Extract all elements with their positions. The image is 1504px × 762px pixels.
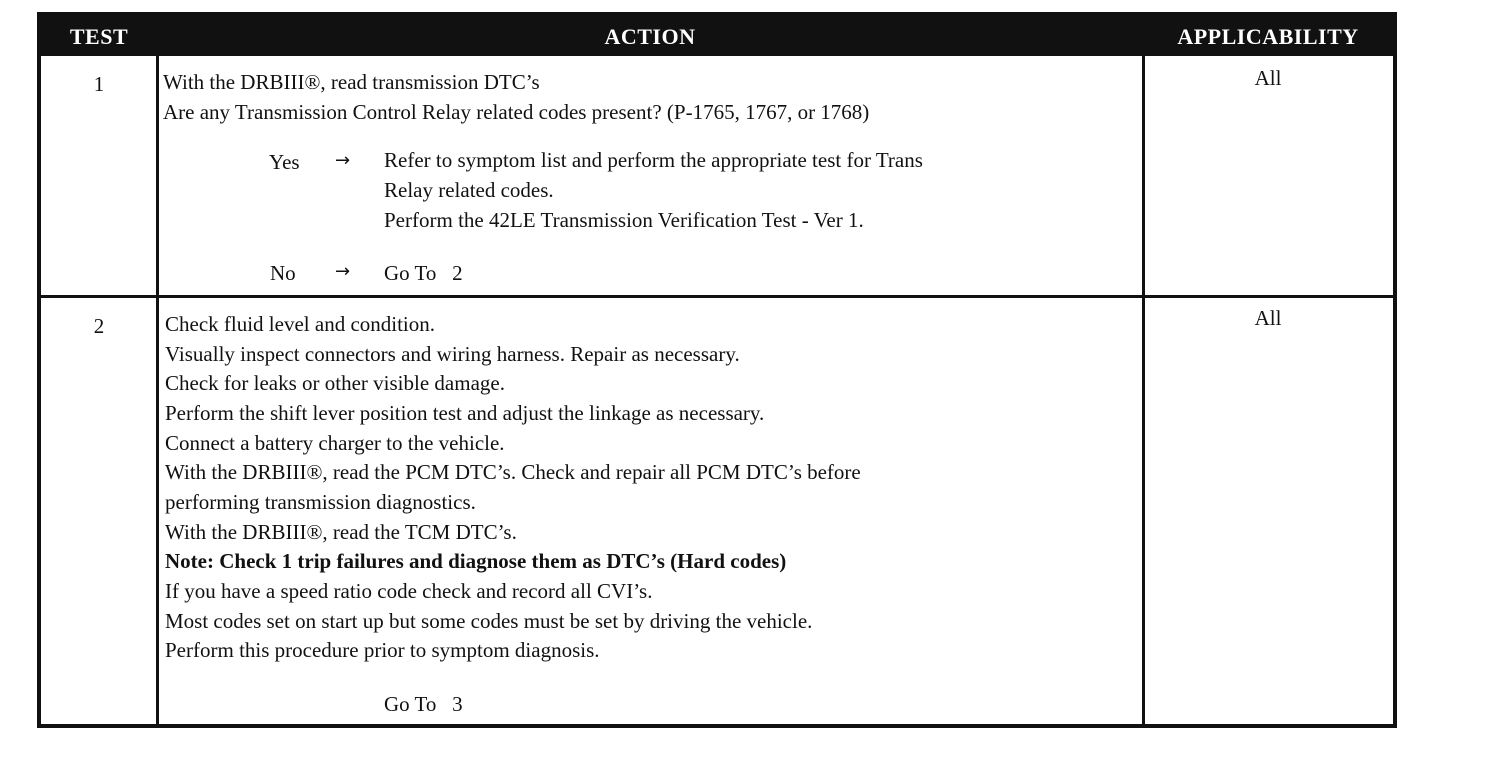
action-line bbox=[163, 68, 540, 98]
yes-label: Yes bbox=[269, 150, 300, 174]
right-arrow-icon: → bbox=[335, 261, 351, 282]
yes-result-line: Perform the 42LE Transmission Verification Test - Ver 1. bbox=[384, 208, 864, 232]
row-divider bbox=[41, 295, 1393, 298]
action-line: Connect a battery charger to the vehicle. bbox=[165, 431, 505, 455]
column-divider bbox=[156, 56, 159, 728]
goto-result: Go To 3 bbox=[384, 692, 463, 716]
action-line: Perform this procedure prior to symptom diagnosis. bbox=[165, 638, 600, 662]
action-line-text: Are any Transmission Control Relay related codes present? (P-1765, 1767, or 1768) bbox=[163, 100, 870, 124]
yes-result-line: Relay related codes. bbox=[384, 178, 554, 202]
test-number: 1 bbox=[93, 72, 105, 96]
action-line: Visually inspect connectors and wiring harness. Repair as necessary. bbox=[165, 342, 740, 366]
applicability-value: All bbox=[1254, 66, 1282, 90]
diagnostic-table bbox=[37, 12, 1397, 728]
header-test: TEST bbox=[69, 24, 129, 49]
action-line bbox=[163, 98, 869, 128]
column-divider bbox=[1142, 56, 1145, 728]
action-line: Check for leaks or other visible damage. bbox=[165, 371, 505, 395]
right-arrow-icon: → bbox=[335, 150, 351, 171]
header-action: ACTION bbox=[604, 24, 696, 49]
action-line: Perform the shift lever position test and adjust the linkage as necessary. bbox=[165, 401, 765, 425]
test-number: 2 bbox=[93, 314, 105, 338]
action-line: With the DRBIII®, read the TCM DTC’s. bbox=[165, 520, 517, 544]
no-result: Go To 2 bbox=[384, 261, 463, 285]
action-line-text: With the DRBIII®, read transmission DTC’s bbox=[163, 70, 540, 94]
table-header bbox=[41, 16, 1393, 56]
note-line: Note: Check 1 trip failures and diagnose them as DTC’s (Hard codes) bbox=[165, 549, 787, 573]
action-line: performing transmission diagnostics. bbox=[165, 490, 476, 514]
applicability-value: All bbox=[1254, 306, 1282, 330]
action-line: With the DRBIII®, read the PCM DTC’s. Check and repair all PCM DTC’s before bbox=[165, 460, 861, 484]
no-label: No bbox=[270, 261, 296, 285]
action-line: Most codes set on start up but some codes must be set by driving the vehicle. bbox=[165, 609, 813, 633]
header-applicability: APPLICABILITY bbox=[1177, 24, 1359, 49]
yes-result-line: Refer to symptom list and perform the appropriate test for Trans bbox=[384, 148, 923, 172]
action-line: If you have a speed ratio code check and record all CVI’s. bbox=[165, 579, 653, 603]
action-line: Check fluid level and condition. bbox=[165, 312, 436, 336]
